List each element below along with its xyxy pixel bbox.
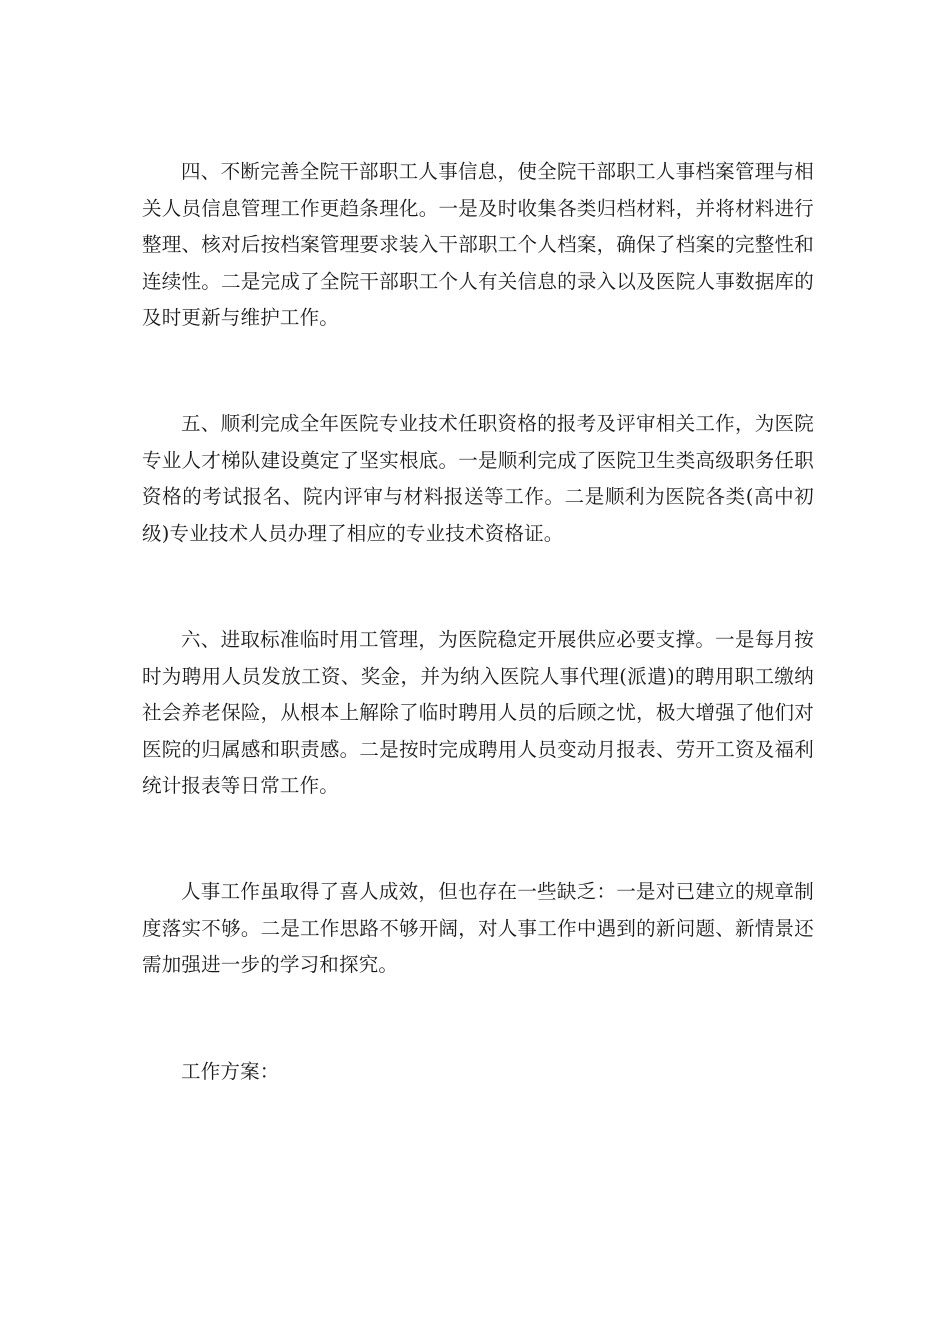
- paragraph-section-four: 四、不断完善全院干部职工人事信息，使全院干部职工人事档案管理与相关人员信息管理工作更趋条理化。一是及时收集各类归档材料，并将材料进行整理、核对后按档案管理要求装入干部职工个人档案，确保了档案的完整性和连续性。二是完成了全院干部职工个人有关信息的录入以及医院人事数据库的及时更新与维护工作。: [142, 160, 814, 330]
- paragraph-shortcomings: 人事工作虽取得了喜人成效，但也存在一些缺乏：一是对已建立的规章制度落实不够。二是工作思路不够开阔，对人事工作中遇到的新问题、新情景还需加强进一步的学习和探究。: [142, 880, 814, 977]
- paragraph-section-five: 五、顺利完成全年医院专业技术任职资格的报考及评审相关工作，为医院专业人才梯队建设奠定了坚实根底。一是顺利完成了医院卫生类高级职务任职资格的考试报名、院内评审与材料报送等工作。二是顺利为医院各类(高中初级)专业技术人员办理了相应的专业技术资格证。: [142, 412, 814, 545]
- paragraph-section-six: 六、进取标准临时用工管理，为医院稳定开展供应必要支撑。一是每月按时为聘用人员发放工资、奖金，并为纳入医院人事代理(派遣)的聘用职工缴纳社会养老保险，从根本上解除了临时聘用人员的后顾之忧，极大增强了他们对医院的归属感和职责感。二是按时完成聘用人员变动月报表、劳开工资及福利统计报表等日常工作。: [142, 628, 814, 798]
- work-plan-heading: 工作方案：: [181, 1060, 280, 1083]
